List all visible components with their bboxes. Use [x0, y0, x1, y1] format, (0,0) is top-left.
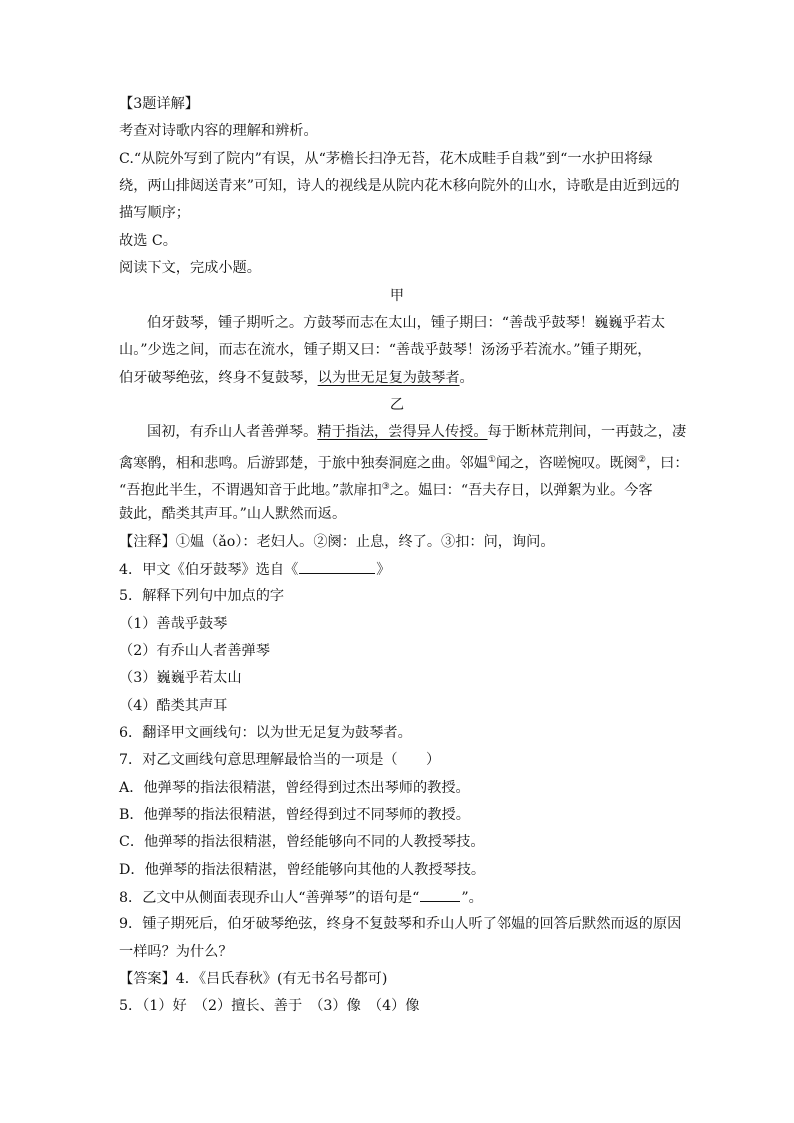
passage-jia-line-2: 山。”少选之间，而志在流水，锺子期又曰：“善哉乎鼓琴！汤汤乎若流水。”锺子期死，: [119, 342, 652, 358]
passage-yi-line-4: 鼓此，酷类其声耳。”山人默然而返。: [119, 506, 347, 522]
footnote-marker-2: ②: [637, 455, 646, 465]
passage-jia-title: 甲: [389, 288, 405, 304]
passage-yi-title: 乙: [389, 397, 405, 413]
passage-yi-text: 之。媪曰：“吾夫存日，以弹絮为业。今客: [389, 482, 653, 499]
passage-jia-period: 。: [459, 370, 474, 386]
q3-topic: 考查对诗歌内容的理解和辨析。: [119, 123, 318, 139]
question-6: 6．翻译甲文画线句：以为世无足复为鼓琴者。: [119, 725, 412, 741]
question-5-item-2: （2）有乔山人者善弹琴: [119, 643, 270, 659]
q3-explanation-line-2: 绕，两山排闼送青来”可知，诗人的视线是从院内花木移向院外的山水，诗歌是由近到远的: [119, 178, 680, 194]
q3-explanation-line-1: C.“从院外写到了院内”有误，从“茅檐长扫净无苔，花木成畦手自栽”到“一水护田将绿: [119, 151, 653, 167]
passage-yi-text: 每于断林荒荆间，一再鼓之，凄: [487, 424, 687, 440]
question-9-line-2: 一样吗？为什么？: [119, 944, 233, 960]
question-7-option-b[interactable]: B．他弹琴的指法很精湛，曾经得到过不同琴师的教授。: [119, 807, 470, 823]
question-9-line-1: 9．锺子期死后，伯牙破琴绝弦，终身不复鼓琴和乔山人听了邻媪的回答后默然而返的原因: [119, 916, 682, 932]
question-5-item-1: （1）善哉乎鼓琴: [119, 616, 228, 632]
footnote-marker-1: ①: [487, 455, 496, 465]
passage-jia-underlined-sentence: 以为世无足复为鼓琴者: [317, 370, 460, 386]
footnote-marker-3: ③: [381, 482, 390, 492]
passage-yi-line-1: [147, 422, 686, 442]
question-5-item-4: （4）酷类其声耳: [119, 698, 228, 714]
question-8: [119, 887, 483, 908]
question-7-option-c[interactable]: C．他弹琴的指法很精湛，曾经能够向不同的人教授琴技。: [119, 834, 485, 850]
answer-5: 5．（1）好 （2）擅长、善于 （3）像 （4）像: [119, 998, 420, 1014]
question-7: 7．对乙文画线句意思理解最恰当的一项是（ ）: [119, 752, 441, 768]
passage-jia-text: 伯牙破琴绝弦，终身不复鼓琴，: [119, 370, 318, 386]
question-7-option-d[interactable]: D．他弹琴的指法很精湛，曾经能够向其他的人教授琴技。: [119, 862, 486, 878]
passage-yi-underlined-sentence: 精于指法，尝得异人传授。: [317, 424, 488, 440]
passage-yi-text: “吾抱此半生，不谓遇知音于此地。”款扉扣: [119, 482, 382, 499]
question-4-text: 4．甲文《伯牙鼓琴》选自《: [119, 562, 299, 578]
question-4: [119, 559, 390, 580]
question-8-end: ”。: [461, 890, 483, 906]
answer-heading: 【答案】4．《吕氏春秋》(有无书名号都可): [119, 971, 388, 987]
question-5-item-3: （3）巍巍乎若太山: [119, 670, 242, 686]
question-5: 5．解释下列句中加点的字: [119, 588, 285, 604]
passage-jia-line-1: 伯牙鼓琴，锺子期听之。方鼓琴而志在太山，锺子期曰：“善哉乎鼓琴！巍巍乎若太: [147, 315, 666, 331]
passage-yi-text: 禽寒鹘，相和悲鸣。后游郢楚，于旅中独奏洞庭之曲。邻媪: [119, 455, 488, 472]
question-7-option-a[interactable]: A．他弹琴的指法很精湛，曾经得到过杰出琴师的教授。: [119, 780, 470, 796]
reading-intro: 阅读下文，完成小题。: [119, 260, 261, 276]
passage-yi-text: 闻之，咨嗟惋叹。既阕: [495, 455, 638, 472]
q3-explanation-line-3: 描写顺序；: [119, 205, 190, 221]
notes: 【注释】①媪（ǎo）：老妇人。②阕：止息，终了。③扣：问，询问。: [119, 534, 555, 550]
answer-blank[interactable]: [420, 887, 460, 902]
passage-jia-line-3: [119, 368, 474, 388]
question-8-text: 8．乙文中从侧面表现乔山人“善弹琴”的语句是“: [119, 890, 420, 906]
passage-yi-line-2: [119, 450, 689, 474]
question-4-end: 》: [376, 562, 391, 578]
passage-yi-text: ，曰：: [645, 455, 689, 472]
passage-yi-line-3: [119, 477, 653, 501]
passage-yi-text: 国初，有乔山人者善弹琴。: [147, 424, 318, 440]
q3-choice: 故选 C。: [119, 233, 177, 249]
answer-blank[interactable]: [299, 559, 375, 574]
section-heading: 【3题详解】: [119, 96, 199, 112]
